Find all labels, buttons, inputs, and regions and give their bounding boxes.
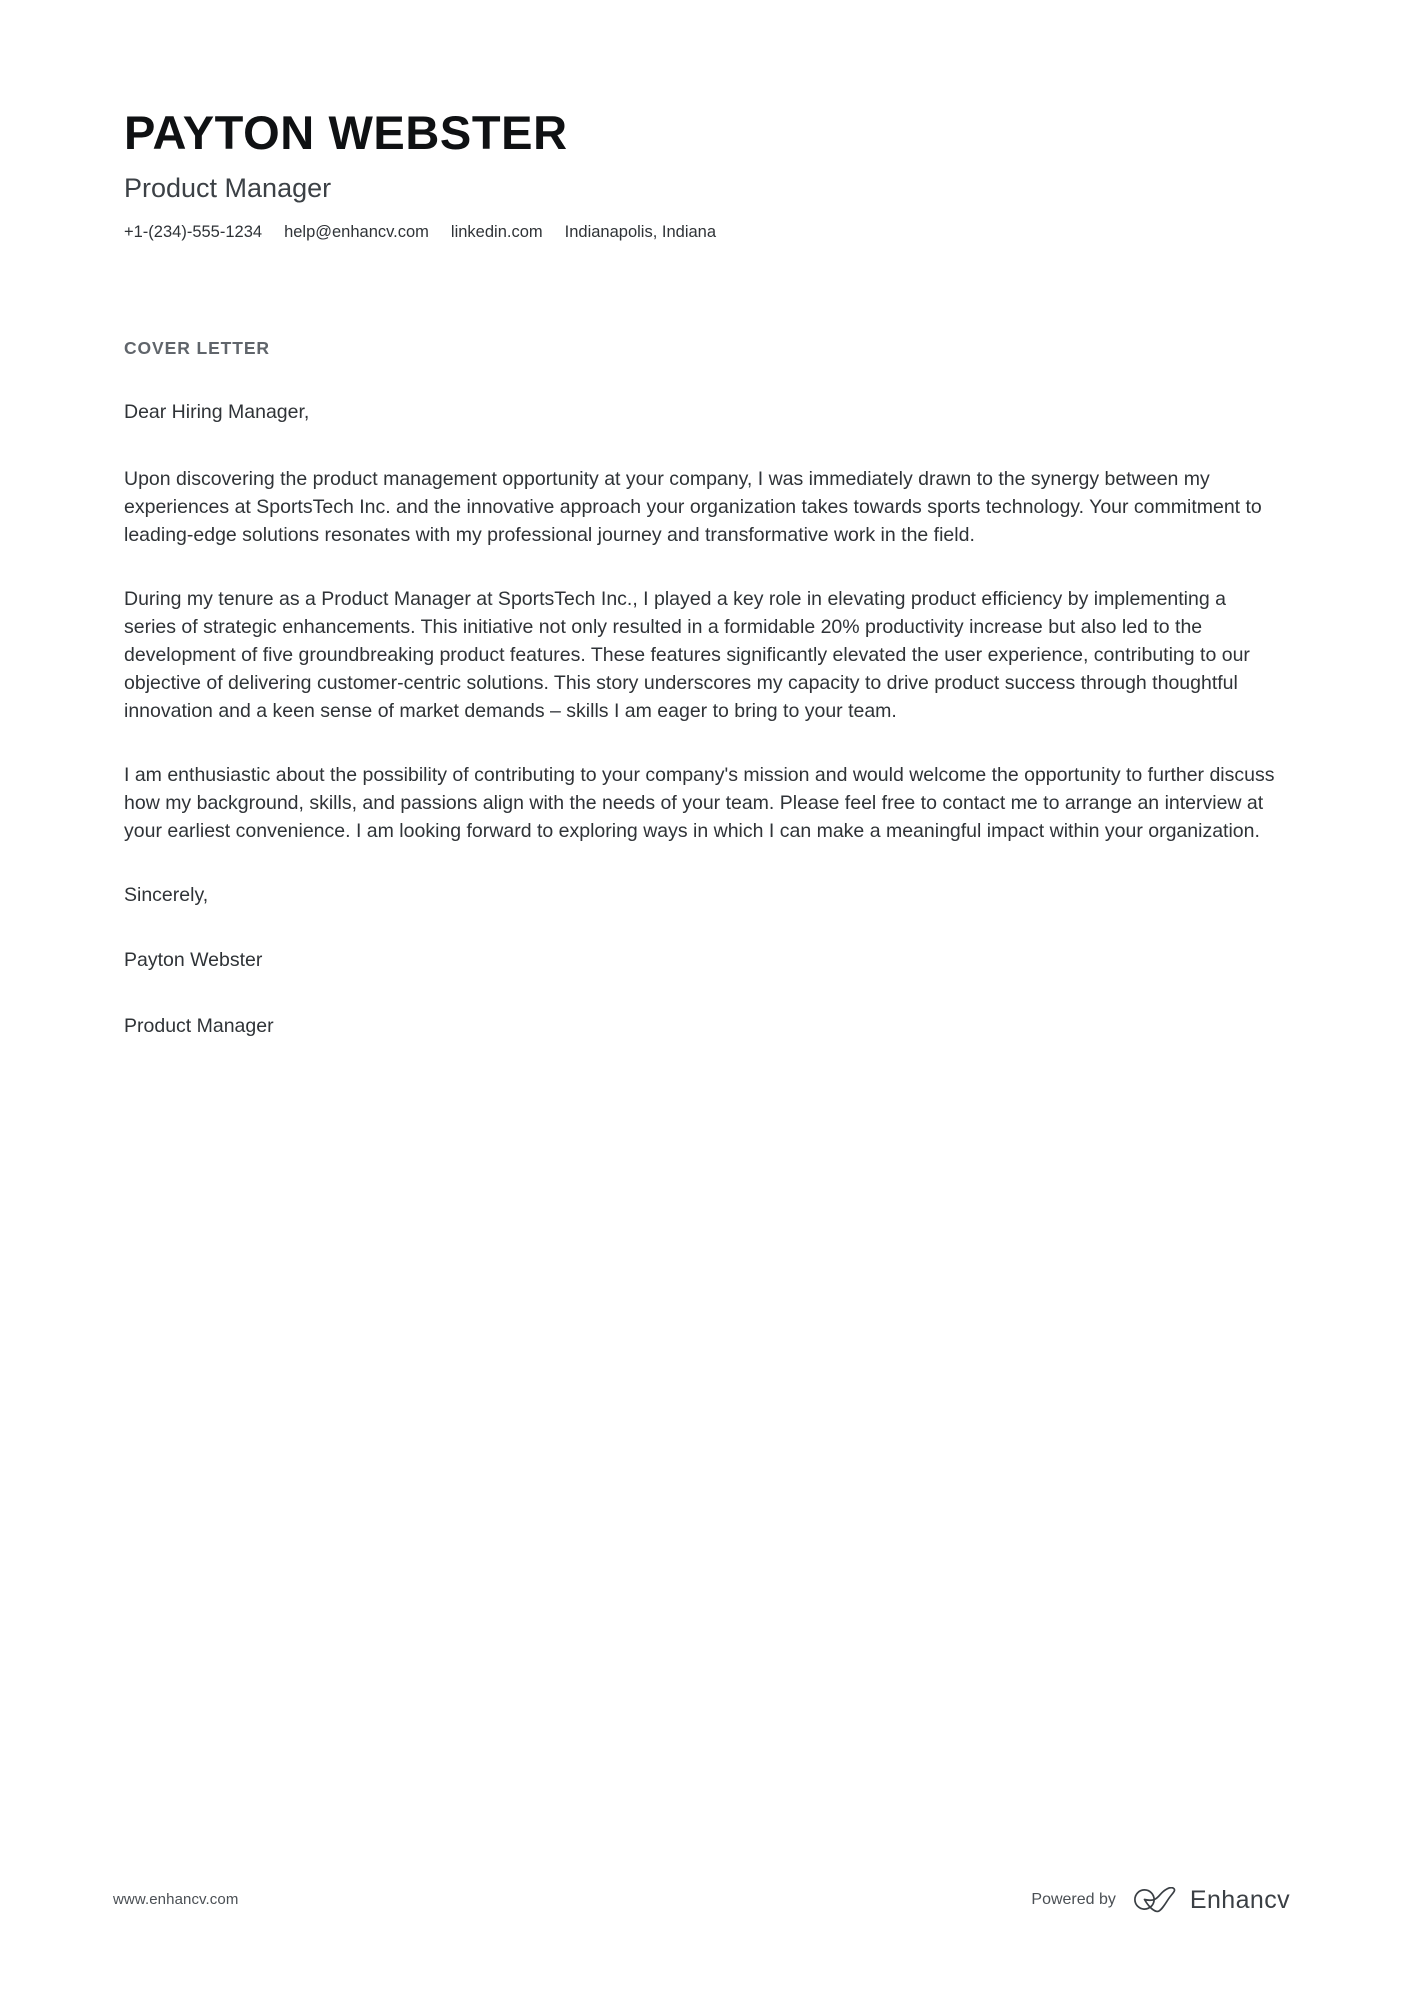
page-footer — [0, 1887, 1410, 1917]
footer-website-url[interactable]: www.enhancv.com — [113, 1891, 239, 1908]
enhancv-wordmark: Enhancv — [1189, 1885, 1290, 1914]
letter-sign-off: Sincerely, — [124, 883, 209, 906]
powered-by-label: Powered by — [1031, 1891, 1116, 1908]
letter-header — [124, 108, 1284, 243]
letter-paragraph-2: During my tenure as a Product Manager at SportsTech Inc., I played a key role in elevating product efficiency by implementing a series of strategic enhancements. This initiative not only resulted in a formidable 20% productivity increase but also led to the development of five groundbreaking product features. These features significantly elevated the user experience, contributing to our objective of delivering customer-centric solutions. This story underscores my capacity to drive product success through thoughtful innovation and a keen sense of market demands – skills I am eager to bring to your team. — [124, 587, 1250, 723]
footer-brand-area — [1031, 1887, 1290, 1913]
enhancv-infinity-heart-icon — [1133, 1887, 1179, 1913]
letter-signature-name: Payton Webster — [124, 949, 263, 972]
contact-email[interactable]: help@enhancv.com — [284, 222, 429, 241]
contact-info — [124, 222, 1284, 243]
letter-salutation: Dear Hiring Manager, — [124, 401, 310, 423]
letter-signature-title: Product Manager — [124, 1014, 274, 1037]
letter-paragraph-3: I am enthusiastic about the possibility of contributing to your company's mission and would welcome the opportunity to further discuss how my background, skills, and passions align with the needs of your team. Please feel free to contact me to arrange an interview at your earliest convenience. I am looking forward to exploring ways in which I can make a meaningful impact within your organization. — [124, 764, 1275, 843]
header-job-title: Product Manager — [124, 172, 332, 203]
contact-location: Indianapolis, Indiana — [564, 222, 717, 241]
letter-body — [124, 338, 1282, 1041]
section-heading-cover-letter: COVER LETTER — [124, 338, 270, 358]
contact-phone[interactable]: +1-(234)-555-1234 — [124, 222, 263, 241]
contact-linkedin[interactable]: linkedin.com — [450, 222, 543, 241]
letter-paragraph-1: Upon discovering the product management opportunity at your company, I was immediately drawn to the synergy between my experiences at SportsTech Inc. and the innovative approach your organization takes towards sports technology. Your commitment to leading-edge solutions resonates with my professional journey and transformative work in the field. — [124, 467, 1262, 546]
enhancv-logo[interactable] — [1133, 1887, 1290, 1913]
page-title: PAYTON WEBSTER — [124, 106, 568, 159]
